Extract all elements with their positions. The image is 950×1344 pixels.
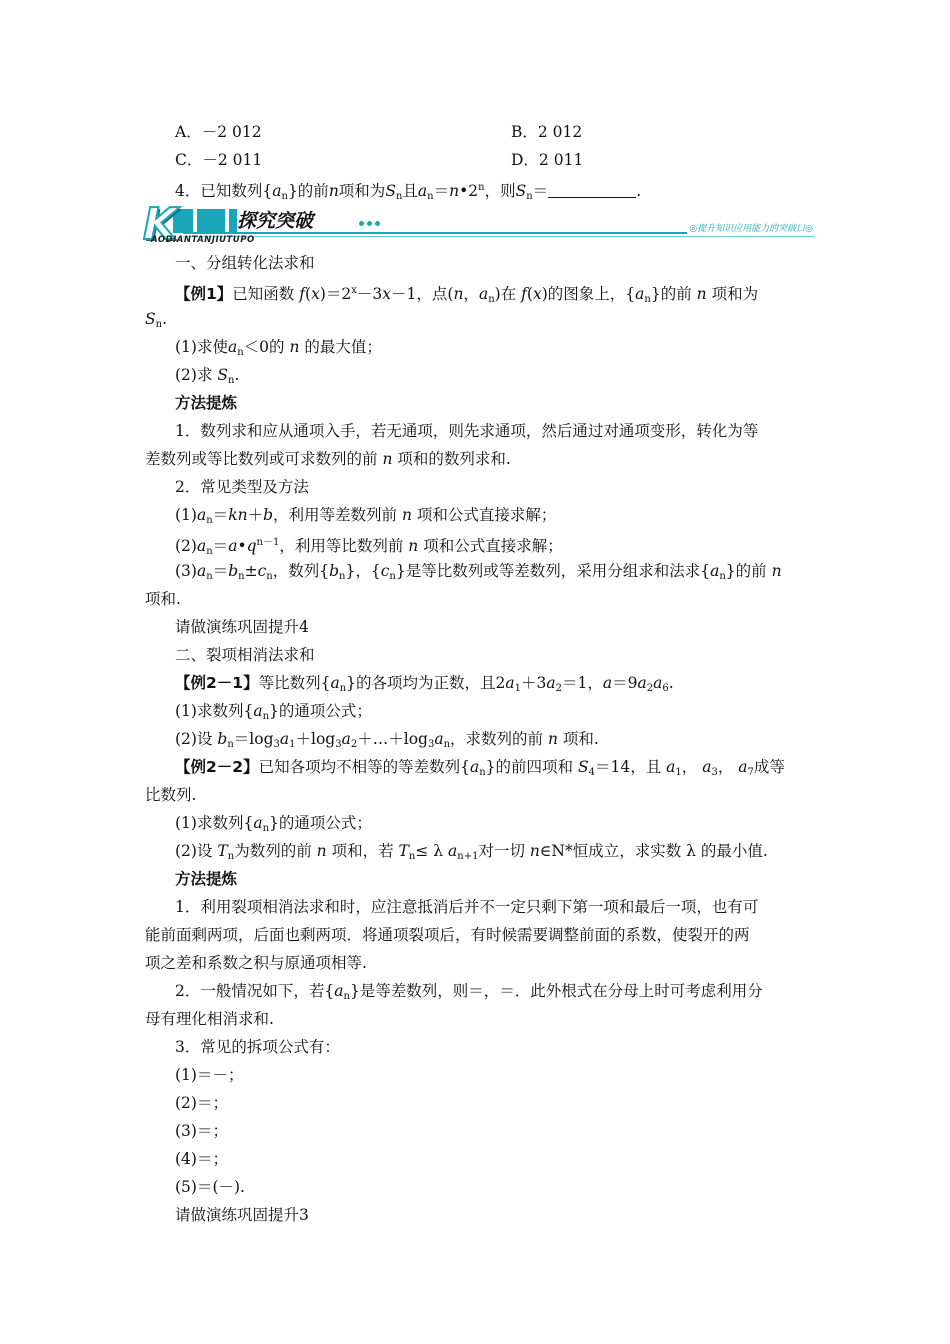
example-2-2-q2: (2)设 $T_n$为数列的前 n 项和，若 $T_n\le \lambda$ $a_{n+1}$对一切 n∈N*恒成立，求实数 λ 的最小值. bbox=[175, 842, 768, 862]
method-2-p2c: 母有理化相消求和. bbox=[145, 1010, 274, 1028]
method-title-2: 方法提炼 bbox=[175, 870, 238, 888]
banner-title: 探究突破 bbox=[237, 210, 314, 232]
method-1-p1a: 1．数列求和应从通项入手，若无通项，则先求通项，然后通过对通项变形，转化为等 bbox=[175, 422, 759, 440]
banner-logo-letter: K bbox=[143, 199, 178, 250]
method-2-p1a: 1．利用裂项相消法求和时，应注意抵消后并不一定只剩下第一项和最后一项，也有可 bbox=[175, 898, 759, 916]
banner-tagline: ◎提升知识应用能力的突破口◎ bbox=[687, 221, 815, 234]
method-1-item3: $(3)a_n=b_n\pm c_n$，数列$\{b_n\}$，$\{c_n\}$是等比数列或等差数列，采用分组求和法求$\{a_n\}$的前 n bbox=[175, 562, 782, 582]
method-1-p2: 2．常见类型及方法 bbox=[175, 478, 309, 496]
example-1-cont: $S_n$. bbox=[145, 310, 168, 330]
answer-blank[interactable] bbox=[548, 183, 636, 198]
example-2-2-cont: 比数列. bbox=[145, 786, 197, 804]
banner-subtitle: AODIANTANJIUTUPO bbox=[151, 235, 255, 245]
method-1-p1b: 差数列或等比数列或可求数列的前 n 项和的数列求和. bbox=[145, 450, 511, 468]
section-heading-1: 一、分组转化法求和 bbox=[175, 254, 315, 272]
banner-dots-icon bbox=[359, 221, 383, 227]
option-c: C．－2 011 bbox=[175, 151, 263, 169]
example-1-q2: (2)求 $S_n$. bbox=[175, 366, 240, 386]
method-2-p1b: 能前面剩两项，后面也剩两项．将通项裂项后，有时候需要调整前面的系数，使裂开的两 bbox=[145, 926, 750, 944]
method-2-p1c: 项之差和系数之积与原通项相等. bbox=[145, 954, 367, 972]
method-1-item2: $(2)a_n=a•q^{n-1}$，利用等比数列前 n 项和公式直接求解； bbox=[175, 537, 563, 557]
section-banner bbox=[143, 199, 815, 250]
example-1-q1: (1)求使$a_n<0$的 n 的最大值； bbox=[175, 338, 382, 358]
example-1: 【例1】已知函数 $f(x)=2^x-3x-1$，点(n，$a_n$)在 f(x)的图象上，$\{a_n\}$的前 n 项和为 bbox=[175, 285, 759, 305]
example-2-2-q1: (1)求数列$\{a_n\}$的通项公式； bbox=[175, 814, 372, 834]
option-a: A．－2 012 bbox=[175, 123, 262, 141]
option-b: B．2 012 bbox=[511, 123, 583, 141]
method-1-item3-cont: 项和. bbox=[145, 590, 181, 608]
method-1-item1: $(1)a_n=kn+b$，利用等差数列前 n 项和公式直接求解； bbox=[175, 506, 557, 526]
section-heading-2: 二、裂项相消法求和 bbox=[175, 646, 315, 664]
method-2-p3: 3．常见的拆项公式有： bbox=[175, 1038, 340, 1056]
formula-3: (3)＝； bbox=[175, 1122, 228, 1140]
example-2-1-q1: (1)求数列$\{a_n\}$的通项公式； bbox=[175, 702, 372, 722]
formula-2: (2)＝； bbox=[175, 1094, 228, 1112]
method-2-p2a: 2．一般情况如下，若$\{a_n\}$是等差数列，则＝，＝．此外根式在分母上时可考虑利用分 bbox=[175, 982, 763, 1002]
example-2-1: 【例2－1】等比数列$\{a_n\}$的各项均为正数，且$2a_1+3a_2=1$，$a=9a_2a_6$. bbox=[175, 674, 674, 694]
option-d: D．2 011 bbox=[511, 151, 584, 169]
example-2-2: 【例2－2】已知各项均不相等的等差数列$\{a_n\}$的前四项和 $S_4=14$，且 $a_1$， $a_3$， $a_7$成等 bbox=[175, 758, 785, 778]
formula-5: (5)＝(－). bbox=[175, 1178, 245, 1196]
banner-block bbox=[197, 209, 225, 233]
practice-ref-2[interactable]: 请做演练巩固提升3 bbox=[175, 1206, 309, 1224]
formula-1: (1)＝－； bbox=[175, 1066, 244, 1084]
formula-4: (4)＝； bbox=[175, 1150, 228, 1168]
banner-rule bbox=[183, 236, 815, 237]
question-4: 4．已知数列$\{a_n\}$的前n项和为$S_n$且$a_n=n•2^n$，则$S_n=$ . bbox=[175, 182, 642, 202]
example-2-1-q2: (2)设 $b_n=\log_3a_1+\log_3a_2+\dots+\log_3a_n$，求数列的前 n 项和. bbox=[175, 730, 599, 750]
method-title-1: 方法提炼 bbox=[175, 394, 238, 412]
practice-ref-1[interactable]: 请做演练巩固提升4 bbox=[175, 618, 309, 636]
